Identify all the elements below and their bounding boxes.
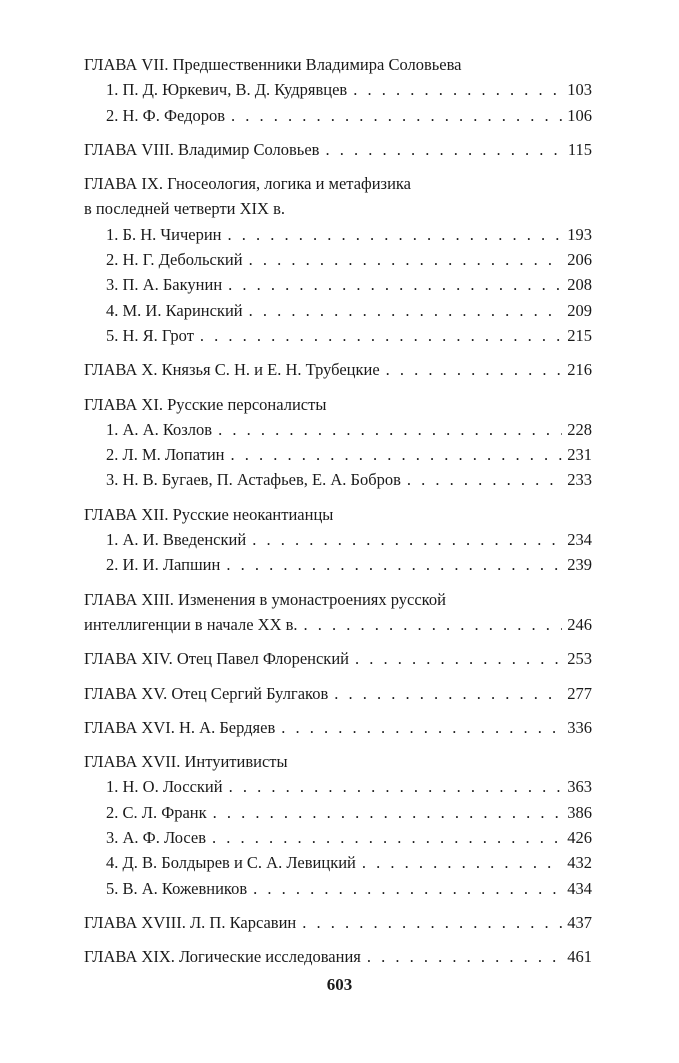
- chapter-entry-title: ГЛАВА XVI. Н. А. Бердяев: [84, 717, 276, 737]
- chapter-entry-page: 115: [567, 139, 592, 159]
- toc-entry-title: 2. Л. М. Лопатин: [106, 445, 225, 465]
- dot-leader: [228, 272, 562, 297]
- toc-entry-title: 1. П. Д. Юркевич, В. Д. Кудрявцев: [106, 80, 348, 100]
- toc-entry-title: 1. А. И. Введенский: [106, 530, 247, 550]
- dot-leader: [212, 825, 562, 850]
- toc-entry: [84, 103, 592, 128]
- toc-entry-title: 2. Н. Ф. Федоров: [106, 105, 226, 125]
- toc-entry-title: 5. Н. Я. Грот: [106, 325, 194, 345]
- toc-chapter: [84, 357, 592, 382]
- chapter-heading: ГЛАВА XVII. Интуитивисты: [84, 752, 288, 772]
- dot-leader: [304, 612, 562, 637]
- toc-entry-title: 3. П. А. Бакунин: [106, 275, 223, 295]
- toc-entry-title: 4. М. И. Каринский: [106, 300, 243, 320]
- dot-leader: [249, 247, 562, 272]
- toc-entry-page: 231: [567, 445, 592, 465]
- chapter-heading: ГЛАВА VII. Предшественники Владимира Соловьева: [84, 55, 462, 74]
- chapter-entry: [84, 137, 592, 162]
- dot-leader: [229, 774, 562, 799]
- toc-entry-page: 233: [567, 470, 592, 490]
- dot-leader: [386, 357, 562, 382]
- toc-entry-page: 426: [567, 828, 592, 848]
- toc-entry-page: 234: [567, 530, 592, 550]
- toc-chapter: [84, 52, 592, 128]
- toc-entry: [84, 417, 592, 442]
- toc-entry-title: 1. А. А. Козлов: [106, 419, 213, 439]
- dot-leader: [334, 681, 562, 706]
- dot-leader: [353, 77, 562, 102]
- chapter-heading: ГЛАВА XIII. Изменения в умонастроениях русской: [84, 589, 446, 609]
- dot-leader: [213, 800, 562, 825]
- chapter-heading: ГЛАВА IX. Гносеология, логика и метафизика: [84, 174, 411, 194]
- toc-entry-page: 193: [567, 224, 592, 244]
- toc-entry: [84, 825, 592, 850]
- toc-chapter: [84, 944, 592, 969]
- toc-entry-title: 4. Д. В. Болдырев и С. А. Левицкий: [106, 853, 356, 873]
- toc-entry-page: 103: [567, 80, 592, 100]
- chapter-entry-title: интеллигенции в начале XX в.: [84, 614, 298, 634]
- dot-leader: [200, 323, 562, 348]
- dot-leader: [302, 910, 562, 935]
- chapter-entry-title: ГЛАВА XIX. Логические исследования: [84, 947, 361, 967]
- toc-chapter: [84, 587, 592, 638]
- chapter-entry: [84, 715, 592, 740]
- toc-entry-title: 2. С. Л. Франк: [106, 802, 207, 822]
- chapter-entry-page: 437: [567, 912, 592, 932]
- page-number: 603: [326, 975, 353, 994]
- dot-leader: [355, 646, 562, 671]
- toc-chapter: [84, 749, 592, 901]
- toc-entry-page: 215: [567, 325, 592, 345]
- dot-leader: [231, 103, 562, 128]
- toc-entry: [84, 272, 592, 297]
- toc-entry-title: 3. Н. В. Бугаев, П. Астафьев, Е. А. Бобров: [106, 470, 401, 490]
- chapter-entry: [84, 910, 592, 935]
- chapter-heading: ГЛАВА XII. Русские неокантианцы: [84, 504, 334, 524]
- toc-entry-page: 106: [567, 105, 592, 125]
- toc-entry-page: 363: [567, 777, 592, 797]
- toc-entry: [84, 323, 592, 348]
- toc-entry: [84, 442, 592, 467]
- dot-leader: [367, 944, 562, 969]
- toc-entry-title: 5. В. А. Кожевников: [106, 878, 248, 898]
- toc-entry-title: 1. Б. Н. Чичерин: [106, 224, 222, 244]
- chapter-entry-page: 216: [567, 360, 592, 380]
- chapter-heading-continued: в последней четверти XIX в.: [84, 199, 285, 219]
- chapter-entry-page: 336: [567, 717, 592, 737]
- dot-leader: [231, 442, 563, 467]
- toc-entry-page: 209: [567, 300, 592, 320]
- chapter-entry-title: ГЛАВА VIII. Владимир Соловьев: [84, 139, 320, 159]
- toc-chapter: [84, 392, 592, 493]
- dot-leader: [325, 137, 562, 162]
- toc-chapter: [84, 137, 592, 162]
- chapter-entry-title: ГЛАВА XIV. Отец Павел Флоренский: [84, 649, 349, 669]
- toc-entry: [84, 800, 592, 825]
- toc-entry: [84, 467, 592, 492]
- toc-entry-page: 206: [567, 250, 592, 270]
- chapter-entry: [84, 612, 592, 637]
- toc-chapter: [84, 681, 592, 706]
- chapter-entry-page: 461: [567, 947, 592, 967]
- table-of-contents: [84, 52, 592, 979]
- chapter-entry-title: ГЛАВА XV. Отец Сергий Булгаков: [84, 683, 329, 703]
- toc-entry: [84, 552, 592, 577]
- chapter-entry: [84, 681, 592, 706]
- dot-leader: [253, 876, 562, 901]
- toc-entry-title: 2. И. И. Лапшин: [106, 555, 221, 575]
- toc-entry: [84, 222, 592, 247]
- chapter-entry-page: 277: [567, 683, 592, 703]
- toc-entry-page: 208: [567, 275, 592, 295]
- toc-entry-page: 432: [567, 853, 592, 873]
- toc-entry-title: 1. Н. О. Лосский: [106, 777, 223, 797]
- toc-chapter: [84, 502, 592, 578]
- toc-entry-page: 239: [567, 555, 592, 575]
- toc-entry-title: 2. Н. Г. Дебольский: [106, 250, 243, 270]
- dot-leader: [249, 298, 562, 323]
- toc-entry: [84, 850, 592, 875]
- chapter-heading: ГЛАВА XI. Русские персоналисты: [84, 394, 327, 414]
- toc-chapter: [84, 715, 592, 740]
- toc-entry-title: 3. А. Ф. Лосев: [106, 828, 207, 848]
- toc-entry: [84, 298, 592, 323]
- toc-entry: [84, 876, 592, 901]
- toc-entry-page: 434: [567, 878, 592, 898]
- chapter-entry: [84, 646, 592, 671]
- toc-chapter: [84, 171, 592, 348]
- toc-entry-page: 386: [567, 802, 592, 822]
- toc-chapter: [84, 910, 592, 935]
- dot-leader: [227, 222, 562, 247]
- toc-entry: [84, 247, 592, 272]
- dot-leader: [252, 527, 562, 552]
- chapter-entry: [84, 944, 592, 969]
- dot-leader: [281, 715, 562, 740]
- dot-leader: [226, 552, 562, 577]
- toc-entry-page: 228: [567, 419, 592, 439]
- toc-entry: [84, 77, 592, 102]
- toc-chapter: [84, 646, 592, 671]
- chapter-entry-page: 253: [567, 649, 592, 669]
- toc-entry: [84, 527, 592, 552]
- chapter-entry-title: ГЛАВА XVIII. Л. П. Карсавин: [84, 912, 297, 932]
- chapter-entry-page: 246: [567, 614, 592, 634]
- toc-entry: [84, 774, 592, 799]
- dot-leader: [362, 850, 562, 875]
- dot-leader: [218, 417, 562, 442]
- chapter-entry-title: ГЛАВА X. Князья С. Н. и Е. Н. Трубецкие: [84, 360, 380, 380]
- chapter-entry: [84, 357, 592, 382]
- dot-leader: [407, 467, 562, 492]
